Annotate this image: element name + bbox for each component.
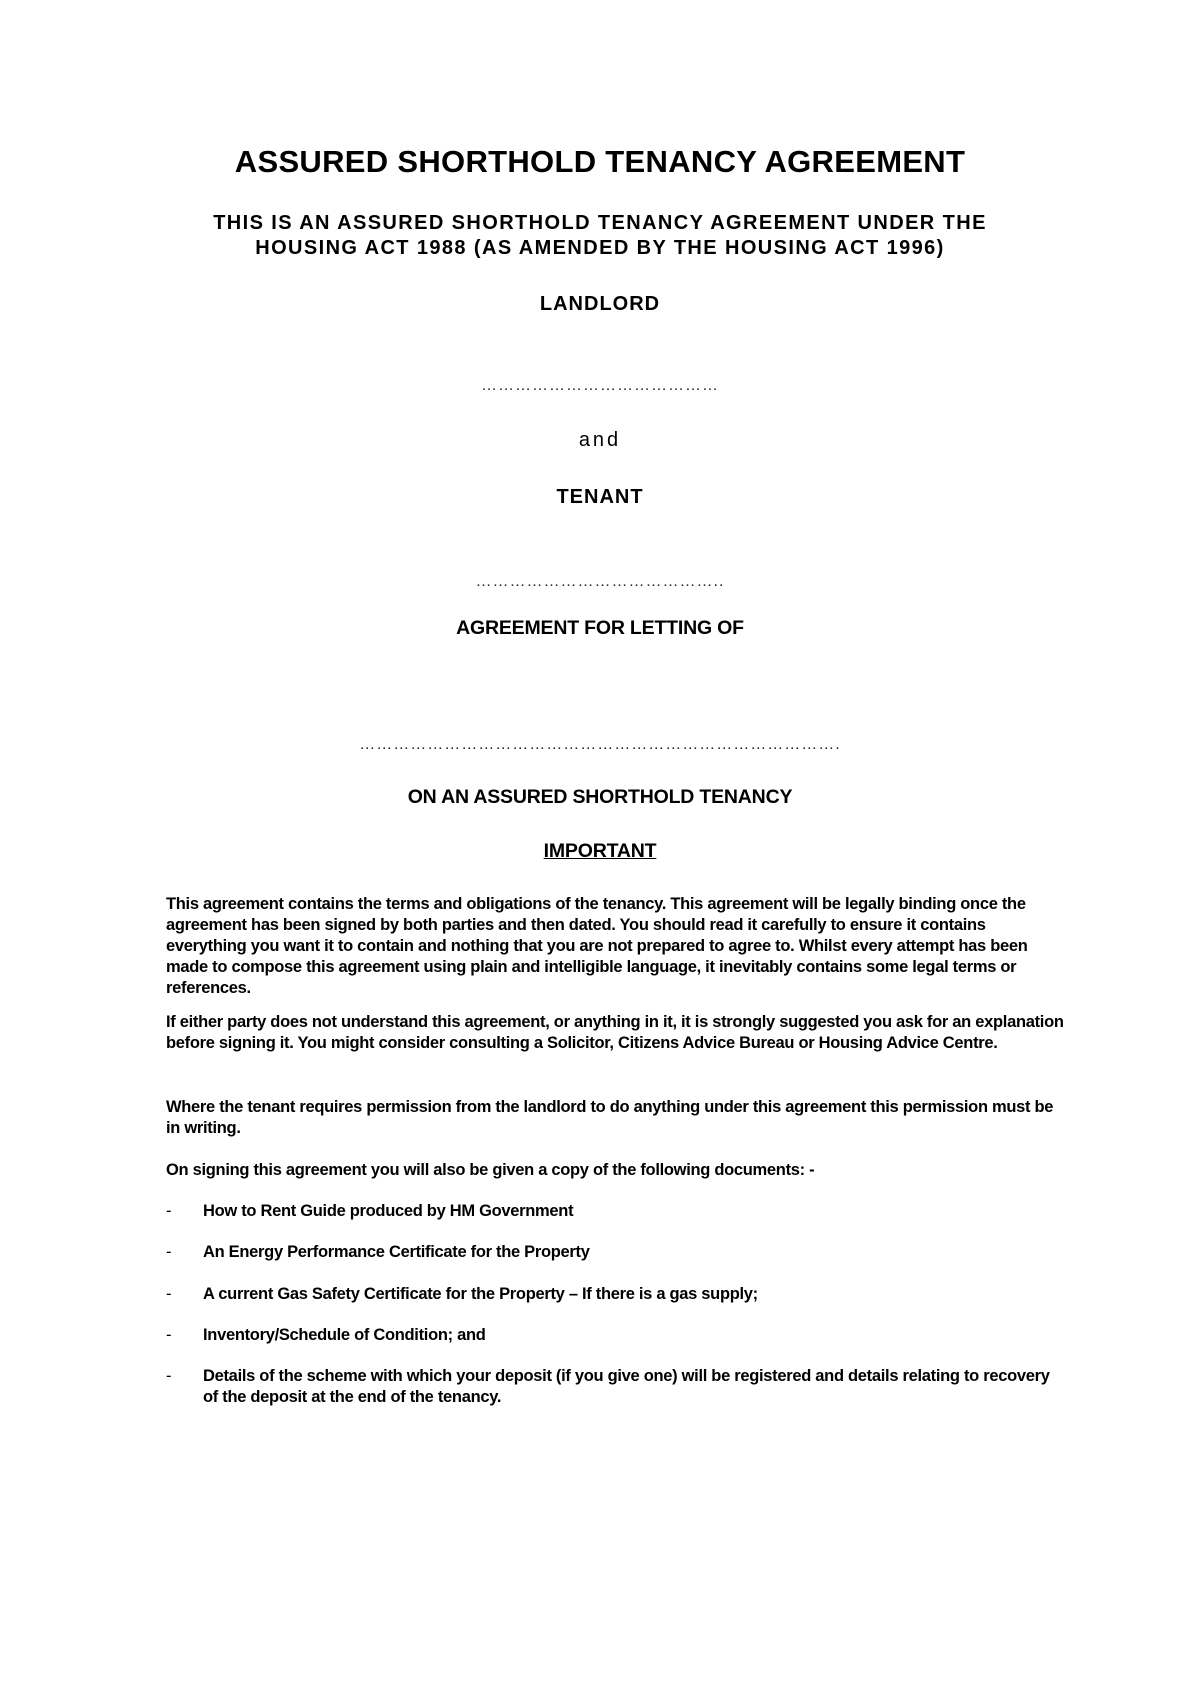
tenant-name-blank: ……………………………………..: [475, 573, 725, 590]
list-item: [166, 1325, 1066, 1346]
bullet-dash: -: [166, 1243, 172, 1261]
list-item: [166, 1366, 1066, 1408]
list-item: [166, 1242, 1066, 1263]
list-item-text: Inventory/Schedule of Condition; and: [203, 1326, 486, 1344]
important-heading: IMPORTANT: [543, 840, 657, 862]
tenancy-type-label: ON AN ASSURED SHORTHOLD TENANCY: [407, 786, 793, 808]
property-address-blank: ………………………………………………………………………….: [359, 736, 841, 753]
bullet-dash: -: [166, 1285, 172, 1303]
paragraph-terms: [166, 894, 1066, 999]
paragraph-text: On signing this agreement you will also be given a copy of the following documents: -: [166, 1161, 815, 1179]
letting-label: AGREEMENT FOR LETTING OF: [456, 617, 744, 639]
subtitle-line-2: HOUSING ACT 1988 (AS AMENDED BY THE HOUSING ACT 1996): [255, 237, 945, 259]
list-item: [166, 1201, 1066, 1222]
bullet-dash: -: [166, 1367, 172, 1385]
paragraph-text: This agreement contains the terms and obligations of the tenancy. This agreement will be legally binding once the agreement has been signed by both parties and then dated. You should read it carefully to ensure it contains everything you want it to contain and nothing that you are not prepared to agree to. Whilst every attempt has been made to compose this agreement using plain and intelligible language, it inevitably contains some legal terms or references.: [166, 895, 1028, 997]
list-item-text: An Energy Performance Certificate for the Property: [203, 1243, 590, 1261]
and-label: and: [578, 429, 622, 451]
list-item-text: Details of the scheme with which your deposit (if you give one) will be registered and details relating to recovery of the deposit at the end of the tenancy.: [203, 1367, 1050, 1406]
landlord-name-blank: ……………………………………: [481, 377, 719, 394]
document-subtitle: [0, 211, 1200, 261]
paragraph-permission: [166, 1097, 1066, 1139]
paragraph-text: If either party does not understand this agreement, or anything in it, it is strongly suggested you ask for an explanation before signing it. You might consider consulting a Solicitor, Citizens Advice Bureau or Housing Advice Centre.: [166, 1013, 1064, 1052]
list-item-text: How to Rent Guide produced by HM Government: [203, 1202, 574, 1220]
list-item: [166, 1284, 1066, 1305]
subtitle-line-1: THIS IS AN ASSURED SHORTHOLD TENANCY AGREEMENT UNDER THE: [213, 212, 987, 234]
bullet-dash: -: [166, 1202, 172, 1220]
landlord-label: LANDLORD: [539, 293, 661, 315]
paragraph-documents-intro: [166, 1160, 1066, 1181]
tenant-label: TENANT: [556, 486, 644, 508]
list-item-text: A current Gas Safety Certificate for the Property – If there is a gas supply;: [203, 1285, 758, 1303]
paragraph-understanding: [166, 1012, 1066, 1054]
bullet-dash: -: [166, 1326, 172, 1344]
document-title: ASSURED SHORTHOLD TENANCY AGREEMENT: [234, 144, 966, 179]
paragraph-text: Where the tenant requires permission from the landlord to do anything under this agreement this permission must be in writing.: [166, 1098, 1054, 1137]
